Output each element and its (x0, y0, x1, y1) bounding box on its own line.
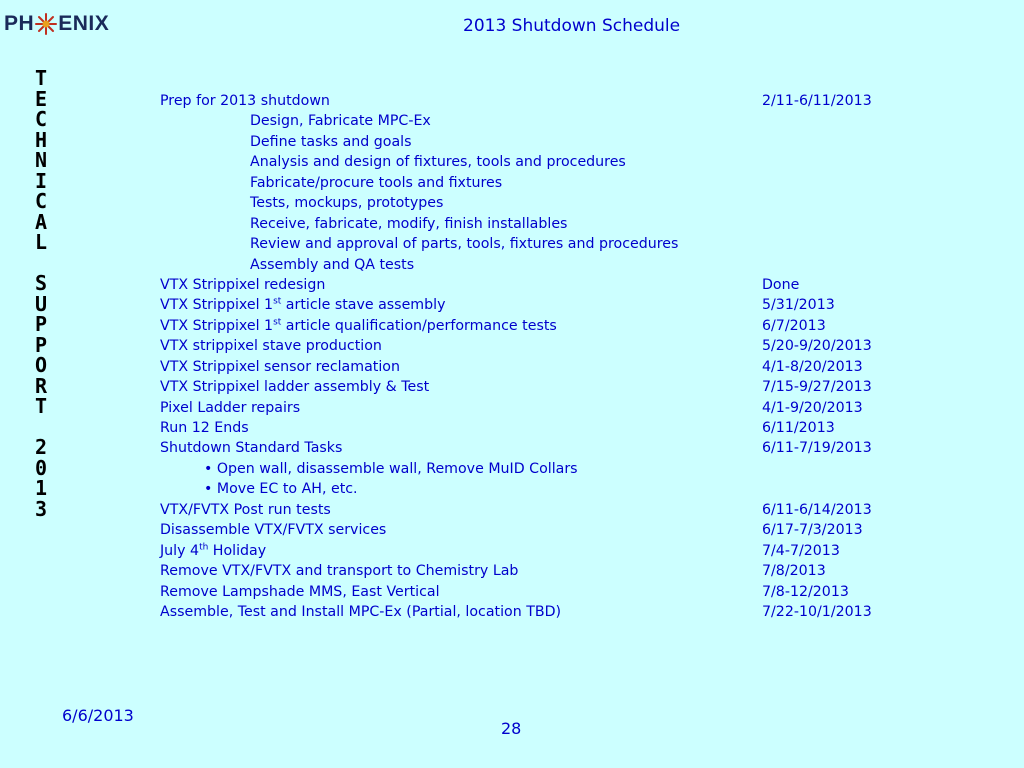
task-label: • Move EC to AH, etc. (204, 481, 358, 498)
task-date: 6/11/2013 (762, 420, 835, 436)
task-label: Fabricate/procure tools and fixtures (250, 174, 503, 191)
task-label-part: VTX Strippixel 1 (160, 297, 274, 314)
schedule-row (160, 111, 920, 131)
schedule-row (160, 520, 920, 540)
schedule-row (160, 295, 920, 315)
task-date: 5/31/2013 (762, 297, 835, 314)
side-letter: C (34, 107, 48, 131)
task-label: Remove Lampshade MMS, East Vertical (160, 583, 440, 600)
side-letter: A (34, 209, 48, 234)
side-letter: O (34, 353, 48, 377)
logo-text-left: PH (4, 12, 35, 35)
task-label: Analysis and design of fixtures, tools and procedures (250, 154, 626, 171)
task-label: VTX Strippixel redesign (160, 276, 326, 293)
side-letter: C (34, 189, 48, 213)
task-date: 6/11-7/19/2013 (762, 440, 872, 457)
task-date: 7/22-10/1/2013 (762, 603, 872, 620)
task-label: Assembly and QA tests (250, 256, 415, 273)
ordinal-suffix: st (273, 317, 282, 328)
task-label: Design, Fabricate MPC-Ex (250, 113, 431, 130)
task-date: 6/7/2013 (762, 317, 826, 334)
schedule-row (160, 214, 920, 234)
task-label-part: article stave assembly (281, 297, 446, 314)
side-letter: 2 (34, 435, 48, 459)
task-label: Review and approval of parts, tools, fixtures and procedures (250, 236, 679, 253)
side-letter (35, 417, 47, 438)
task-date: 7/8/2013 (762, 563, 826, 580)
task-label: VTX Strippixel sensor reclamation (160, 358, 400, 375)
schedule-row (160, 132, 920, 152)
schedule-row (160, 152, 920, 172)
phenix-logo (4, 12, 109, 36)
side-letter: U (34, 291, 48, 316)
task-label: Define tasks and goals (250, 133, 412, 150)
schedule-row (160, 316, 920, 336)
schedule-row (160, 418, 920, 438)
footer-date: 6/6/2013 (62, 706, 134, 725)
vertical-side-title (26, 68, 56, 519)
side-letter: P (34, 332, 48, 357)
schedule-row (160, 234, 920, 254)
schedule-row (160, 357, 920, 377)
slide-title: 2013 Shutdown Schedule (463, 16, 681, 36)
side-letter: I (34, 168, 48, 193)
side-letter: 3 (34, 496, 48, 521)
side-letter: R (34, 373, 48, 398)
task-label: Prep for 2013 shutdown (160, 93, 330, 109)
schedule-row (160, 398, 920, 418)
schedule-row (160, 336, 920, 356)
task-date: 5/20-9/20/2013 (762, 338, 872, 355)
task-label (160, 541, 266, 561)
schedule-row (160, 602, 920, 622)
schedule-row (160, 582, 920, 602)
schedule-row (160, 275, 920, 295)
schedule-row (160, 438, 920, 458)
task-date: 7/8-12/2013 (762, 583, 849, 600)
schedule-row (160, 479, 920, 499)
task-label: Receive, fabricate, modify, finish installables (250, 215, 568, 232)
ordinal-suffix: st (273, 296, 282, 307)
side-letter: S (34, 271, 48, 295)
task-label-part: VTX Strippixel 1 (160, 317, 274, 334)
task-label: Disassemble VTX/FVTX services (160, 522, 387, 539)
ordinal-suffix: th (199, 541, 209, 552)
task-label-part: article qualification/performance tests (281, 317, 557, 334)
schedule-table (160, 91, 920, 622)
schedule-row (160, 561, 920, 581)
task-date: 4/1-8/20/2013 (762, 358, 863, 375)
task-date: 6/11-6/14/2013 (762, 501, 872, 518)
schedule-row (160, 541, 920, 561)
side-letter: T (34, 66, 48, 90)
task-label-part: July 4 (160, 542, 200, 559)
schedule-row (160, 91, 920, 111)
task-label: VTX/FVTX Post run tests (160, 501, 331, 518)
schedule-row (160, 255, 920, 275)
task-date: 6/17-7/3/2013 (762, 522, 863, 539)
task-label: Assemble, Test and Install MPC-Ex (Partial, location TBD) (160, 603, 562, 620)
side-letter: P (34, 312, 48, 336)
page-number: 28 (501, 719, 522, 738)
task-label: Run 12 Ends (160, 420, 249, 436)
task-date: 2/11-6/11/2013 (762, 93, 872, 109)
task-label (160, 295, 445, 315)
side-letter: 0 (34, 455, 48, 480)
schedule-row (160, 173, 920, 193)
task-label: Tests, mockups, prototypes (250, 195, 444, 212)
schedule-row (160, 459, 920, 479)
task-label: Pixel Ladder repairs (160, 399, 301, 416)
task-label: VTX strippixel stave production (160, 338, 382, 355)
task-label (160, 316, 557, 336)
task-date: Done (762, 276, 800, 293)
task-date: 7/15-9/27/2013 (762, 379, 872, 396)
schedule-row (160, 193, 920, 213)
task-label-part: Holiday (208, 542, 267, 559)
task-date: 4/1-9/20/2013 (762, 399, 863, 416)
side-letter (35, 253, 47, 274)
side-letter: N (34, 148, 48, 172)
side-letter: 1 (34, 476, 48, 500)
logo-text-right: ENIX (58, 12, 110, 35)
task-label: VTX Strippixel ladder assembly & Test (160, 379, 430, 396)
task-label: Shutdown Standard Tasks (160, 440, 343, 457)
task-label: Remove VTX/FVTX and transport to Chemistry Lab (160, 563, 519, 580)
task-date: 7/4-7/2013 (762, 542, 840, 559)
side-letter: L (34, 230, 48, 254)
schedule-row (160, 377, 920, 397)
side-letter: T (34, 394, 48, 418)
phoenix-bird-icon (35, 13, 57, 35)
side-letter: H (34, 127, 48, 152)
schedule-row (160, 500, 920, 520)
side-letter: E (34, 86, 48, 111)
task-label: • Open wall, disassemble wall, Remove MuID Collars (204, 460, 578, 477)
